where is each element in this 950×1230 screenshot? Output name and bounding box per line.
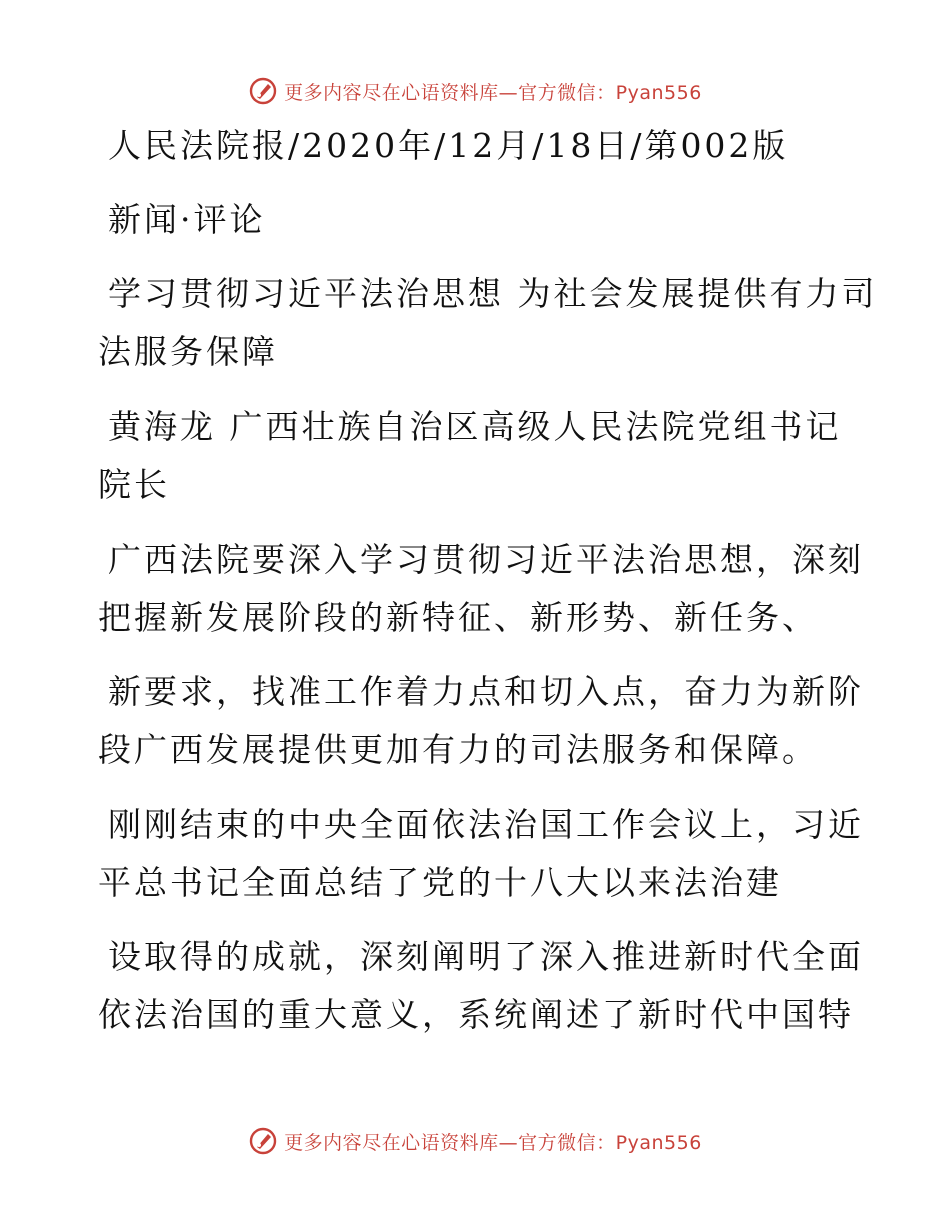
pen-logo-icon [248,76,278,106]
body-line: 平总书记全面总结了党的十八大以来法治建 [98,863,782,902]
author-line-2: 院长 [98,465,170,504]
watermark-banner-top [0,71,950,111]
body-line: 段广西发展提供更加有力的司法服务和保障。 [98,730,818,769]
article-title-line-2: 法服务保障 [98,332,278,371]
body-line: 把握新发展阶段的新特征、新形势、新任务、 [98,598,818,637]
body-line: 刚刚结束的中央全面依法治国工作会议上，习近 [108,805,864,844]
body-line: 广西法院要深入学习贯彻习近平法治思想，深刻 [108,540,864,579]
watermark-banner-bottom [0,1121,950,1161]
watermark-text: 更多内容尽在心语资料库—官方微信：Pyan556 [284,1131,702,1154]
watermark-text: 更多内容尽在心语资料库—官方微信：Pyan556 [284,81,702,104]
article-title-line-1: 学习贯彻习近平法治思想 为社会发展提供有力司 [108,274,878,313]
body-line: 设取得的成就，深刻阐明了深入推进新时代全面 [108,937,864,976]
body-line: 新要求，找准工作着力点和切入点，奋力为新阶 [108,672,864,711]
pen-logo-icon [248,1126,278,1156]
section-label: 新闻·评论 [108,200,266,239]
body-line: 依法治国的重大意义，系统阐述了新时代中国特 [98,995,854,1034]
author-line-1: 黄海龙 广西壮族自治区高级人民法院党组书记 [108,407,842,446]
newspaper-source: 人民法院报/2020年/12月/18日/第002版 [108,126,789,165]
